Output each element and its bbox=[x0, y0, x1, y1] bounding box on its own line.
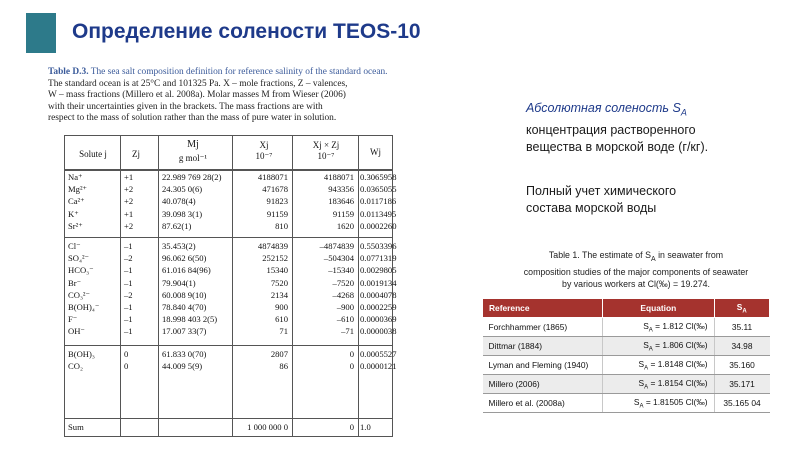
table-cell-w: 0.0365055 bbox=[360, 184, 397, 195]
equation-subscript: A bbox=[648, 346, 653, 353]
table-cell-w: 0.0029805 bbox=[360, 265, 397, 276]
table-cell-z: 0 bbox=[124, 360, 129, 371]
table-rule bbox=[292, 135, 293, 437]
table-cell-x: 252152 bbox=[262, 253, 288, 264]
header-x: Xj bbox=[259, 140, 269, 150]
table-cell-xz: –15340 bbox=[328, 265, 354, 276]
absolute-salinity-term: Абсолютная соленость S bbox=[526, 101, 681, 115]
table-cell-x: 7520 bbox=[270, 277, 288, 288]
equation-cell bbox=[603, 318, 714, 337]
table-cell-w: 0.0000369 bbox=[360, 314, 397, 325]
equation-cell bbox=[603, 375, 714, 394]
caption-heading: The sea salt composition definition for reference salinity of the standard ocean. bbox=[90, 67, 388, 77]
sa-cell: 35.160 bbox=[714, 356, 769, 375]
table-cell-solute: Ca²⁺ bbox=[68, 196, 85, 207]
table-cell-xz: 183646 bbox=[328, 196, 354, 207]
header-equation: Equation bbox=[603, 299, 714, 318]
table-cell-solute: Cl⁻ bbox=[68, 241, 81, 251]
table-cell-z: +2 bbox=[124, 220, 134, 231]
table-cell-x: 810 bbox=[275, 220, 288, 231]
table-cell-z: +1 bbox=[124, 172, 134, 182]
equation-symbol: S bbox=[638, 358, 645, 369]
header-xz-unit: 10⁻⁷ bbox=[317, 151, 335, 161]
table-cell-z: +1 bbox=[124, 208, 134, 219]
table-cell-z: –1 bbox=[124, 277, 133, 288]
table-cell-m: 60.008 9(10) bbox=[162, 289, 207, 300]
table-cell-m: 35.453(2) bbox=[162, 241, 196, 251]
table1-caption bbox=[511, 249, 761, 290]
header-m: Mj bbox=[187, 139, 199, 150]
table-cell-solute: Sr²⁺ bbox=[68, 220, 83, 231]
sum-cell-xz: 0 bbox=[349, 422, 354, 432]
table-cell-xz: 0 bbox=[349, 348, 354, 359]
table-cell-m: 39.098 3(1) bbox=[162, 208, 203, 219]
table-cell-z: –1 bbox=[124, 314, 133, 325]
table-cell-solute: B(OH)₃ bbox=[68, 348, 95, 359]
table-cell-x: 91823 bbox=[266, 196, 288, 207]
slide-title: Определение солености TEOS-10 bbox=[72, 20, 421, 43]
table-cell-w: 0.0117186 bbox=[360, 196, 397, 207]
table-cell-solute: K⁺ bbox=[68, 208, 79, 219]
table-cell-w: 0.0004078 bbox=[360, 289, 397, 300]
table-cell-z: –1 bbox=[124, 326, 133, 337]
definition-line: концентрация растворенного bbox=[526, 122, 696, 137]
table-cell-w: 0.0000121 bbox=[360, 360, 397, 371]
sa-cell: 35.165 04 bbox=[714, 394, 769, 413]
sum-cell-w: 1.0 bbox=[360, 422, 371, 432]
table-cell-m: 44.009 5(9) bbox=[162, 360, 203, 371]
equation-value: = 1.812 Cl(‰) bbox=[652, 320, 708, 331]
table-rule bbox=[120, 135, 121, 437]
table-cell-w: 0.0000038 bbox=[360, 326, 397, 337]
equation-symbol: S bbox=[633, 396, 640, 407]
table-cell-solute: OH⁻ bbox=[68, 326, 85, 337]
table-cell-x: 471678 bbox=[262, 184, 288, 195]
table-row bbox=[483, 394, 770, 413]
table-cell-xz: –7520 bbox=[332, 277, 354, 288]
caption-line: W – mass fractions (Millero et al. 2008a). Molar masses M from Wieser (2006) bbox=[48, 90, 346, 101]
sum-cell-x: 1 000 000 0 bbox=[247, 422, 288, 432]
table-cell-xz: –900 bbox=[336, 302, 354, 312]
table-cell-solute: CO₃²⁻ bbox=[68, 289, 91, 300]
table-cell-xz: 4188071 bbox=[323, 172, 354, 182]
table-cell-x: 91159 bbox=[266, 208, 288, 219]
table-cell-w: 0.0019134 bbox=[360, 277, 397, 288]
table-cell-z: +2 bbox=[124, 196, 134, 207]
table-cell-xz: –610 bbox=[336, 314, 354, 325]
sa-cell: 34.98 bbox=[714, 337, 769, 356]
table-cell-x: 86 bbox=[279, 360, 288, 371]
table-rule bbox=[64, 135, 393, 136]
table-rule bbox=[158, 135, 159, 437]
table1-caption-line: composition studies of the major components of seawater bbox=[523, 266, 749, 277]
equation-subscript: A bbox=[639, 403, 644, 410]
header-reference: Reference bbox=[483, 299, 603, 318]
table-cell-w: 0.3065958 bbox=[360, 172, 397, 182]
table-rule bbox=[232, 135, 233, 437]
header-w: Wj bbox=[370, 147, 381, 157]
composition-table bbox=[64, 135, 397, 437]
table-cell-xz: –4874839 bbox=[319, 241, 354, 251]
table-cell-solute: CO₂ bbox=[68, 360, 83, 371]
table-row bbox=[483, 318, 770, 337]
table-cell-m: 22.989 769 28(2) bbox=[162, 172, 222, 182]
sa-cell: 35.11 bbox=[714, 318, 769, 337]
table-rule bbox=[64, 170, 393, 171]
header-z: Zj bbox=[132, 149, 140, 159]
table-cell-m: 61.016 84(96) bbox=[162, 265, 211, 276]
table-cell-z: –1 bbox=[124, 241, 133, 251]
equation-cell bbox=[603, 394, 714, 413]
table-cell-xz: –71 bbox=[341, 326, 354, 337]
sa-cell: 35.171 bbox=[714, 375, 769, 394]
table-cell-solute: B(OH)₄⁻ bbox=[68, 302, 100, 312]
table-cell-x: 2134 bbox=[270, 289, 288, 300]
table-cell-m: 17.007 33(7) bbox=[162, 326, 207, 337]
table-cell-x: 900 bbox=[275, 302, 288, 312]
table-row bbox=[483, 356, 770, 375]
table-cell-m: 18.998 403 2(5) bbox=[162, 314, 218, 325]
table-cell-solute: SO₄²⁻ bbox=[68, 253, 90, 264]
table-cell-m: 40.078(4) bbox=[162, 196, 196, 207]
caption-line: The standard ocean is at 25°C and 101325 Pa. X – mole fractions, Z – valences, bbox=[48, 78, 348, 89]
accent-bar bbox=[26, 13, 56, 53]
table-cell-x: 4188071 bbox=[257, 172, 288, 182]
table-cell-xz: –504304 bbox=[323, 253, 354, 264]
table-cell-w: 0.0113495 bbox=[360, 208, 397, 219]
reference-cell: Lyman and Fleming (1940) bbox=[483, 356, 603, 375]
table-cell-x: 610 bbox=[275, 314, 288, 325]
equation-symbol: S bbox=[643, 339, 649, 350]
table-cell-m: 78.840 4(70) bbox=[162, 302, 207, 312]
sum-cell-label: Sum bbox=[68, 422, 84, 432]
table-cell-z: +2 bbox=[124, 184, 134, 195]
table-cell-z: 0 bbox=[124, 348, 129, 359]
table-cell-w: 0.0771319 bbox=[360, 253, 397, 264]
table-cell-m: 79.904(1) bbox=[162, 277, 196, 288]
table-cell-w: 0.0002259 bbox=[360, 302, 397, 312]
table-cell-m: 96.062 6(50) bbox=[162, 253, 207, 264]
equation-value: = 1.806 Cl(‰) bbox=[652, 339, 708, 350]
header-x-unit: 10⁻⁷ bbox=[255, 151, 273, 161]
table-cell-solute: Mg²⁺ bbox=[68, 184, 88, 195]
table-cell-x: 4874839 bbox=[257, 241, 288, 251]
equation-cell bbox=[603, 356, 714, 375]
equation-symbol: S bbox=[643, 320, 649, 331]
table-cell-m: 87.62(1) bbox=[162, 220, 192, 231]
header-sa: $S_A$ bbox=[714, 299, 769, 318]
header-solute: Solute j bbox=[79, 149, 107, 159]
full-account-line: Полный учет химического bbox=[526, 184, 677, 198]
equation-symbol: S bbox=[638, 377, 645, 388]
table-cell-z: –2 bbox=[124, 289, 133, 300]
equation-subscript: A bbox=[644, 365, 649, 372]
table-cell-xz: 943356 bbox=[328, 184, 354, 195]
table-caption bbox=[48, 67, 448, 125]
table-cell-x: 15340 bbox=[266, 265, 288, 276]
absolute-salinity-subscript: A bbox=[680, 107, 687, 118]
table1-caption-text: Table 1. The estimate of S bbox=[548, 250, 651, 260]
table-cell-solute: Na⁺ bbox=[68, 172, 83, 182]
table-cell-solute: Br⁻ bbox=[68, 277, 82, 288]
table-cell-z: –2 bbox=[124, 253, 133, 264]
table-cell-x: 71 bbox=[279, 326, 288, 337]
table1-caption-line: by various workers at Cl(‰) = 19.274. bbox=[562, 278, 710, 289]
reference-cell: Dittmar (1884) bbox=[483, 337, 603, 356]
table-rule bbox=[64, 436, 393, 437]
table-cell-solute: HCO₃⁻ bbox=[68, 265, 94, 276]
table-row bbox=[483, 337, 770, 356]
table-cell-x: 2807 bbox=[270, 348, 288, 359]
table-cell-w: 0.0005527 bbox=[360, 348, 397, 359]
equation-value: = 1.8148 Cl(‰) bbox=[648, 358, 708, 369]
table-cell-m: 24.305 0(6) bbox=[162, 184, 203, 195]
table-row bbox=[483, 375, 770, 394]
caption-label: Table D.3. bbox=[48, 67, 89, 77]
definition-line: вещества в морской воде (г/кг). bbox=[526, 139, 709, 154]
reference-cell: Millero et al. (2008a) bbox=[483, 394, 603, 413]
table-rule bbox=[358, 135, 359, 437]
salinity-estimate-table bbox=[482, 298, 770, 413]
caption-line: with their uncertainties given in the brackets. The mass fractions are with bbox=[48, 101, 323, 112]
table-rule bbox=[64, 135, 65, 437]
equation-cell bbox=[603, 337, 714, 356]
table-cell-xz: –4268 bbox=[332, 289, 354, 300]
table-cell-w: 0.5503396 bbox=[360, 241, 397, 251]
table-cell-xz: 91159 bbox=[332, 208, 354, 219]
table1-header-row bbox=[483, 299, 770, 318]
equation-subscript: A bbox=[648, 327, 653, 334]
table1-caption-end: in seawater from bbox=[655, 250, 724, 260]
header-xz: Xj × Zj bbox=[312, 140, 340, 150]
equation-value: = 1.8154 Cl(‰) bbox=[648, 377, 708, 388]
header-m-unit: g mol⁻¹ bbox=[178, 153, 208, 163]
equation-subscript: A bbox=[644, 384, 649, 391]
table-cell-xz: 0 bbox=[349, 360, 354, 371]
full-account-text bbox=[526, 183, 766, 217]
table-cell-solute: F⁻ bbox=[68, 314, 78, 325]
reference-cell: Millero (2006) bbox=[483, 375, 603, 394]
table-cell-m: 61.833 0(70) bbox=[162, 348, 207, 359]
full-account-line: состава морской воды bbox=[526, 201, 657, 215]
table-cell-w: 0.0002260 bbox=[360, 220, 397, 231]
table-rule bbox=[64, 237, 393, 238]
table-cell-z: –1 bbox=[124, 302, 133, 312]
absolute-salinity-definition bbox=[526, 100, 766, 156]
table-rule bbox=[64, 345, 393, 346]
table-cell-xz: 1620 bbox=[336, 220, 354, 231]
table1-caption-sub: A bbox=[650, 255, 656, 263]
table-cell-z: –1 bbox=[124, 265, 133, 276]
reference-cell: Forchhammer (1865) bbox=[483, 318, 603, 337]
caption-line: respect to the mass of solution rather than the mass of pure water in solution. bbox=[48, 113, 337, 124]
equation-value: = 1.81505 Cl(‰) bbox=[643, 396, 708, 407]
table-rule bbox=[64, 418, 393, 419]
